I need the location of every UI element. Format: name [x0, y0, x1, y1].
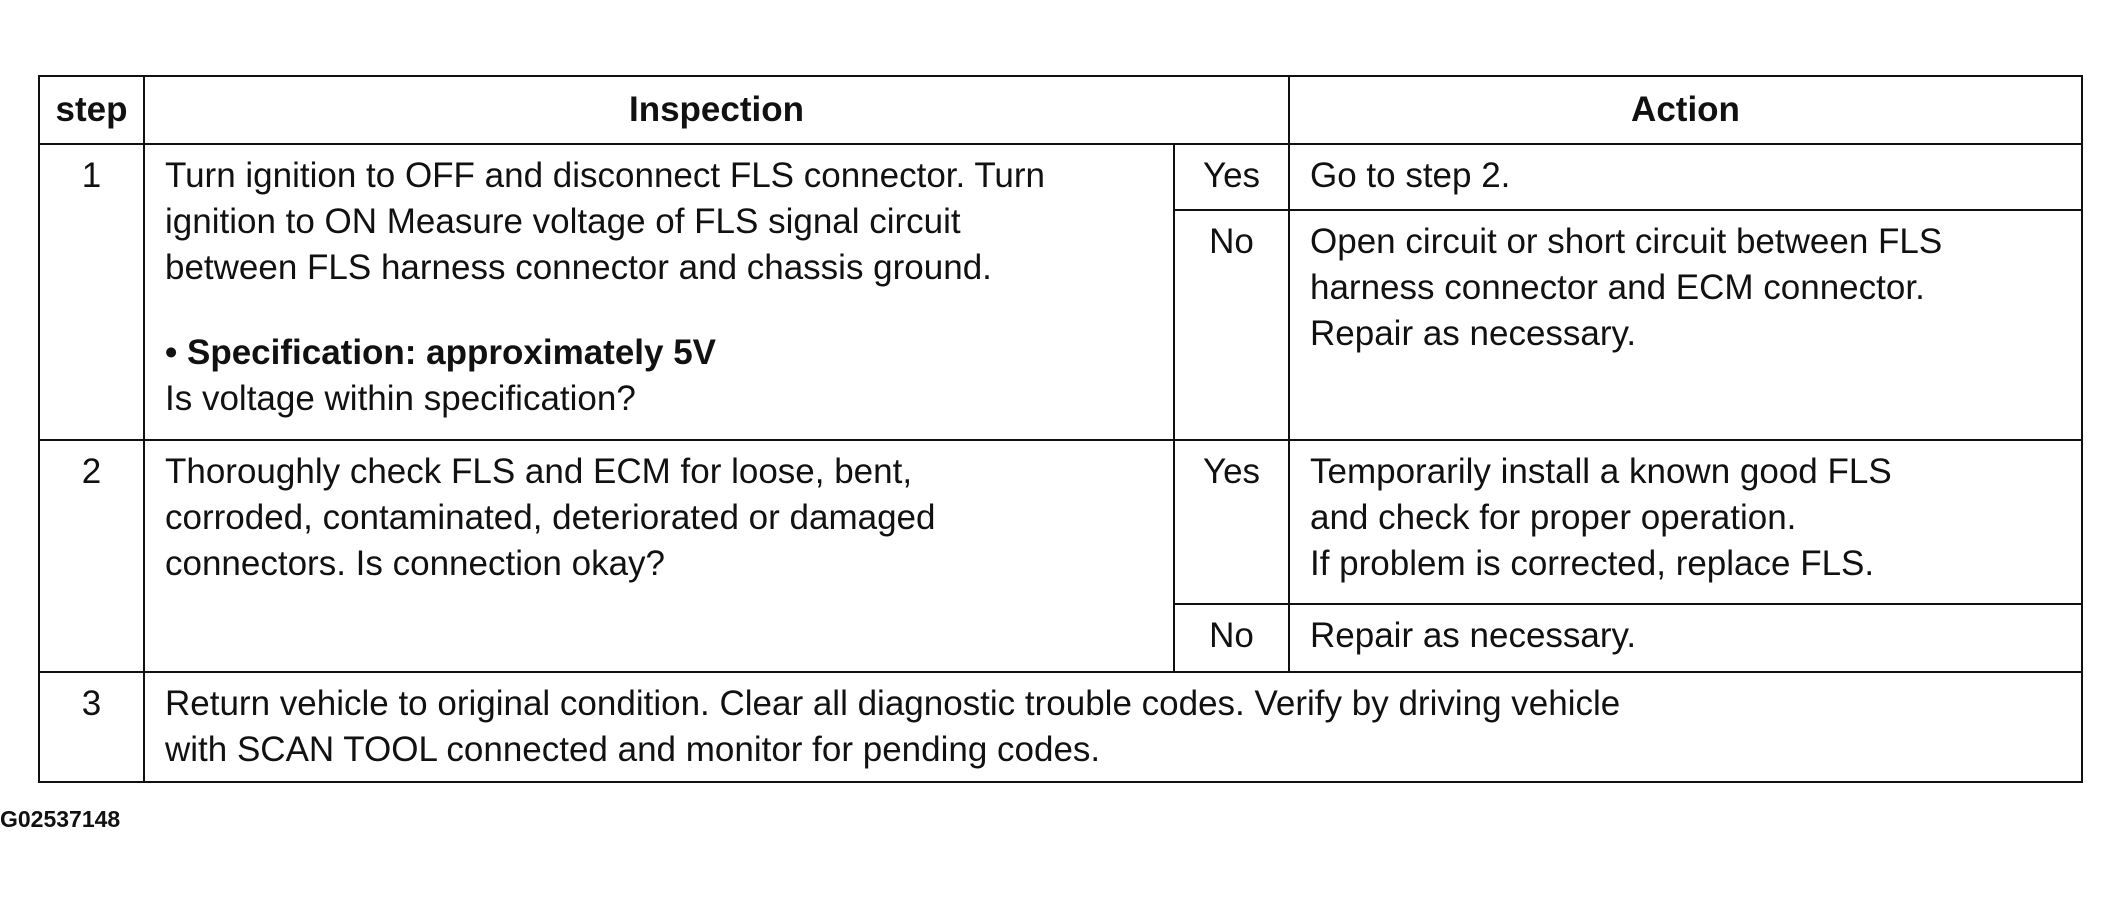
header-inspection: Inspection: [144, 76, 1289, 144]
action-line: Go to step 2.: [1310, 156, 1511, 195]
no-action: [1289, 604, 2082, 672]
inspection-cell: [144, 672, 2082, 782]
no-label: No: [1174, 604, 1289, 672]
inspection-line: ignition to ON Measure voltage of FLS signal circuit: [165, 202, 961, 242]
action-line: Open circuit or short circuit between FLS: [1310, 222, 1943, 261]
yes-label: Yes: [1174, 440, 1289, 604]
figure-id: G02537148: [0, 806, 121, 832]
specification: • Specification: approximately 5V: [165, 332, 717, 372]
action-line: Repair as necessary.: [1310, 314, 1637, 354]
yes-action: [1289, 144, 2082, 210]
inspection-line: between FLS harness connector and chassis ground.: [165, 248, 992, 288]
step-number: 2: [39, 440, 144, 672]
inspection-line: Thoroughly check FLS and ECM for loose, bent,: [165, 452, 913, 491]
table-row: [39, 672, 2082, 782]
inspection-line: corroded, contaminated, deteriorated or damaged: [165, 498, 936, 538]
inspection-line: Turn ignition to OFF and disconnect FLS connector. Turn: [165, 156, 1045, 195]
diagnostic-table: [38, 75, 2083, 783]
inspection-line: Return vehicle to original condition. Clear all diagnostic trouble codes. Verify by driving vehicle: [165, 684, 1621, 723]
table-row: [39, 440, 2082, 604]
inspection-cell: [144, 440, 1174, 672]
inspection-line: connectors. Is connection okay?: [165, 544, 666, 584]
table-header-row: [39, 76, 2082, 144]
action-line: and check for proper operation.: [1310, 498, 1797, 538]
header-step: step: [39, 76, 144, 144]
yes-action: [1289, 440, 2082, 604]
action-line: harness connector and ECM connector.: [1310, 268, 1925, 308]
inspection-cell: [144, 144, 1174, 440]
inspection-line: with SCAN TOOL connected and monitor for pending codes.: [165, 730, 1101, 770]
action-line: Repair as necessary.: [1310, 616, 1637, 655]
action-line: If problem is corrected, replace FLS.: [1310, 544, 1875, 584]
yes-label: Yes: [1174, 144, 1289, 210]
no-action: [1289, 210, 2082, 440]
inspection-question: Is voltage within specification?: [165, 378, 636, 418]
table-row: [39, 144, 2082, 210]
no-label: No: [1174, 210, 1289, 440]
action-line: Temporarily install a known good FLS: [1310, 452, 1892, 491]
header-action: Action: [1289, 76, 2082, 144]
step-number: 1: [39, 144, 144, 440]
step-number: 3: [39, 672, 144, 782]
